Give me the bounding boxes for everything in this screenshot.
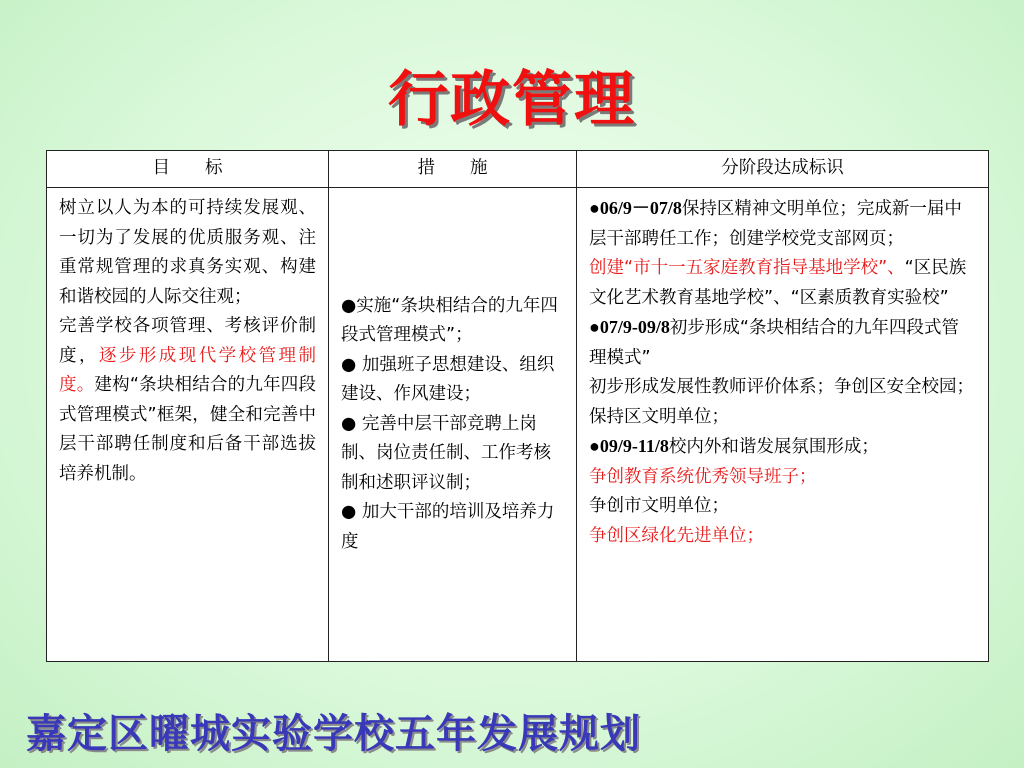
stage-1-more bbox=[589, 254, 976, 313]
table-header-row bbox=[47, 151, 989, 188]
stage-1-date: ●06/9－07/8 bbox=[589, 198, 682, 218]
stage-1 bbox=[589, 194, 976, 254]
stage-3-red-1: 争创教育系统优秀领导班子； bbox=[589, 466, 817, 487]
stages-cell bbox=[577, 188, 989, 662]
goal-text-red: 逐步形成现代学校管理制度。 bbox=[59, 345, 317, 395]
header-stages: 分阶段达成标识 bbox=[577, 151, 989, 188]
plan-table bbox=[46, 150, 989, 662]
stage-2-text: 初步形成“条块相结合的九年四段式管理模式” bbox=[589, 318, 959, 368]
stage-3 bbox=[589, 432, 976, 463]
header-measures: 措 施 bbox=[329, 151, 577, 188]
measure-item: ● 完善中层干部竞聘上岗制、岗位责任制、工作考核制和述职评议制； bbox=[341, 413, 551, 493]
table-row bbox=[47, 188, 989, 662]
measures-cell bbox=[329, 188, 577, 662]
stage-3-mid: 争创市文明单位； bbox=[589, 496, 729, 516]
stage-1-red: 创建“市十一五家庭教育指导基地学校”、 bbox=[589, 258, 905, 278]
goal-text-2: 完善学校各项管理、考核评价制度， bbox=[59, 316, 316, 366]
stage-3-red-2: 争创区绿化先进单位； bbox=[589, 525, 764, 546]
measure-item: ● 加强班子思想建设、组织建设、作风建设； bbox=[341, 354, 555, 405]
page-title: 行政管理 bbox=[388, 65, 636, 135]
goal-cell bbox=[47, 188, 329, 662]
stage-1-text: 保持区精神文明单位；完成新一届中层干部聘任工作；创建学校党支部网页； bbox=[589, 199, 962, 249]
header-goal: 目 标 bbox=[47, 151, 329, 188]
goal-text-4: 建构“条块相结合的九年四段式管理模式”框架，健全和完善中层干部聘任制度和后备干部选拔培养机制。 bbox=[59, 375, 316, 484]
stage-2-date: ●07/9-09/8 bbox=[589, 317, 670, 337]
footer-title: 嘉定区曜城实验学校五年发展规划 bbox=[26, 710, 641, 757]
measure-item: ●实施“条块相结合的九年四段式管理模式”； bbox=[341, 295, 558, 346]
stage-1-more-text: “区民族文化艺术教育基地学校”、“区素质教育实验校” bbox=[589, 258, 967, 308]
stage-3-date: ●09/9-11/8 bbox=[589, 436, 669, 456]
stage-2-more: 初步形成发展性教师评价体系；争创区安全校园；保持区文明单位； bbox=[589, 377, 974, 427]
goal-text-1: 树立以人为本的可持续发展观、一切为了发展的优质服务观、注重常规管理的求真务实观、构建和谐校园的人际交往观； bbox=[59, 198, 316, 307]
stage-2 bbox=[589, 313, 976, 373]
measure-item: ● 加大干部的培训及培养力度 bbox=[341, 502, 555, 552]
stage-3-text: 校内外和谐发展氛围形成； bbox=[668, 437, 879, 457]
